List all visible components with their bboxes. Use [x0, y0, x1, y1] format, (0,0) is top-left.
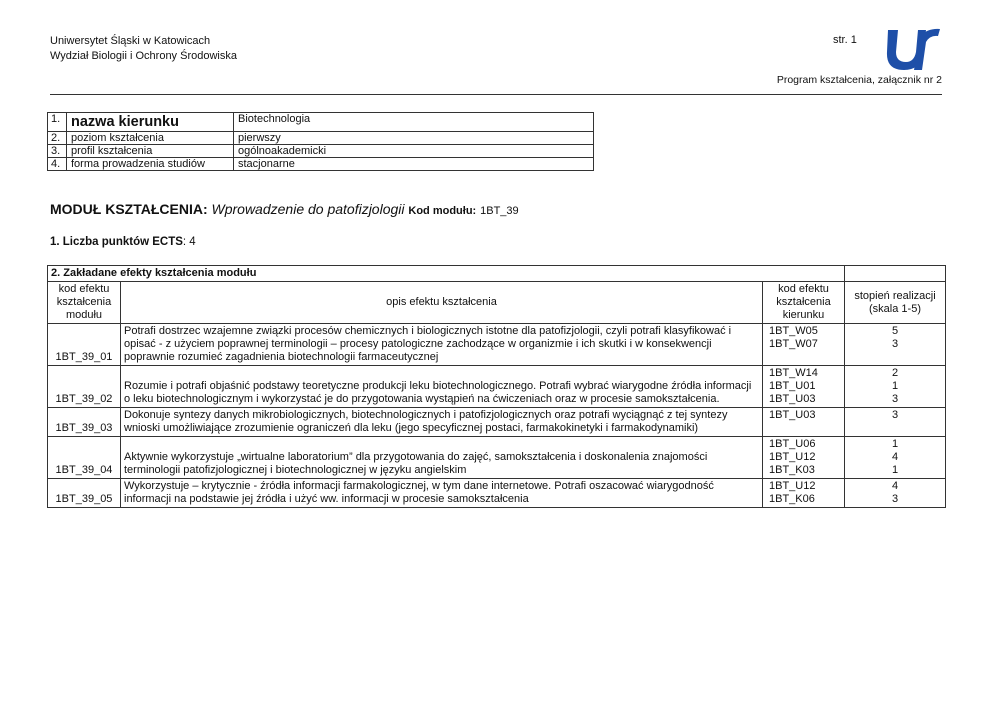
university-name: Uniwersytet Śląski w Katowicach — [50, 35, 211, 47]
table-row — [48, 437, 946, 479]
levels — [845, 366, 946, 408]
info-num: 3. — [48, 145, 67, 158]
field-code: 1BT_K06 — [769, 493, 815, 505]
info-label: forma prowadzenia studiów — [67, 158, 234, 171]
table-row — [48, 479, 946, 508]
program-annex: Program kształcenia, załącznik nr 2 — [776, 74, 942, 86]
effect-description: Rozumie i potrafi objaśnić podstawy teoretyczne produkcji leku biotechnologicznego. Potrafi wybrać wiarygodne źródła informacji o leku biotechnologicznym i wykorzystać je do przygotowania wystąpień na ćwiczeniach oraz w procesie samokształcenia. — [121, 366, 763, 408]
info-num: 1. — [48, 113, 67, 132]
document-header — [50, 34, 237, 64]
field-codes — [763, 479, 845, 508]
university-logo-icon — [884, 26, 942, 72]
field-codes — [763, 437, 845, 479]
program-info-table — [47, 112, 594, 171]
effect-description: Dokonuje syntezy danych mikrobiologicznych, biotechnologicznych i patofizjologicznych oraz potrafi wyciągnąć z tej syntezy wnioski umożliwiające zrozumienie ograniczeń dla leku (jego specyficznej postaci, farmakokinetyki i farmakodynamiki) — [121, 408, 763, 437]
field-code: 1BT_W07 — [769, 338, 818, 350]
module-title — [50, 201, 519, 217]
module-prefix: MODUŁ KSZTAŁCENIA: — [50, 201, 208, 217]
field-code: 1BT_U12 — [769, 480, 816, 492]
effect-description: Aktywnie wykorzystuje „wirtualne laboratorium” dla przygotowania do zajęć, samokształcenia i doskonalenia znajomości terminologii patofizjologicznej i biotechnologicznej w języku angielskim — [121, 437, 763, 479]
info-row — [48, 158, 594, 171]
faculty-name: Wydział Biologii i Ochrony Środowiska — [50, 50, 237, 62]
header-description: opis efektu kształcenia — [121, 282, 763, 324]
field-codes — [763, 366, 845, 408]
level-value: 3 — [891, 338, 899, 350]
field-code: 1BT_U03 — [769, 393, 816, 405]
table-row — [48, 366, 946, 408]
level-value: 3 — [891, 393, 899, 405]
info-row — [48, 113, 594, 132]
info-label: profil kształcenia — [67, 145, 234, 158]
info-value: stacjonarne — [234, 158, 594, 171]
level-value: 3 — [891, 409, 899, 421]
field-code: 1BT_U06 — [769, 438, 816, 450]
header-divider — [50, 94, 942, 95]
levels — [845, 479, 946, 508]
module-name: Wprowadzenie do patofizjologii — [211, 201, 405, 217]
field-code: 1BT_U01 — [769, 380, 816, 392]
field-code: 1BT_W05 — [769, 325, 818, 337]
info-num: 4. — [48, 158, 67, 171]
level-value: 4 — [891, 480, 899, 492]
effect-description: Potrafi dostrzec wzajemne związki procesów chemicznych i biologicznych istotne dla patofizjologii, czyli potrafi klasyfikować i opisać - z użyciem poprawnej terminologii – procesy patologiczne zachodzące w organizmie i ich skutki i w konsekwencji poprawnie rozumieć zagadnienia biotechnologii farmaceutycznej — [121, 324, 763, 366]
ects-value: : 4 — [182, 236, 196, 248]
ects-label: 1. Liczba punktów ECTS — [50, 236, 183, 248]
info-value: Biotechnologia — [234, 113, 594, 132]
field-code: 1BT_W14 — [769, 367, 818, 379]
learning-effects-table — [47, 265, 946, 508]
table-row — [48, 324, 946, 366]
section-empty-cell — [845, 266, 946, 282]
field-code: 1BT_U03 — [769, 409, 816, 421]
levels — [845, 324, 946, 366]
info-row — [48, 132, 594, 145]
level-value: 1 — [891, 380, 899, 392]
field-codes — [763, 324, 845, 366]
field-code: 1BT_K03 — [769, 464, 815, 476]
header-module-code: kod efektu kształcenia modułu — [48, 282, 121, 324]
info-value: ogólnoakademicki — [234, 145, 594, 158]
info-value: pierwszy — [234, 132, 594, 145]
level-value: 5 — [891, 325, 899, 337]
levels — [845, 408, 946, 437]
effect-code: 1BT_39_01 — [48, 324, 121, 366]
info-label: poziom kształcenia — [67, 132, 234, 145]
level-value: 4 — [891, 451, 899, 463]
module-code-label: Kod modułu: — [408, 205, 477, 217]
table-row — [48, 408, 946, 437]
header-field-code: kod efektu kształcenia kierunku — [763, 282, 845, 324]
info-row — [48, 145, 594, 158]
level-value: 1 — [891, 464, 899, 476]
ects-line — [50, 236, 196, 248]
info-label: nazwa kierunku — [67, 113, 234, 132]
header-level: stopień realizacji (skala 1-5) — [845, 282, 946, 324]
module-code: 1BT_39 — [480, 205, 519, 217]
effect-code: 1BT_39_02 — [48, 366, 121, 408]
level-value: 2 — [891, 367, 899, 379]
field-code: 1BT_U12 — [769, 451, 816, 463]
levels — [845, 437, 946, 479]
header-row — [48, 282, 946, 324]
page-number: str. 1 — [833, 34, 857, 46]
section-title: 2. Zakładane efekty kształcenia modułu — [48, 266, 845, 282]
level-value: 1 — [891, 438, 899, 450]
field-codes — [763, 408, 845, 437]
effect-code: 1BT_39_03 — [48, 408, 121, 437]
info-num: 2. — [48, 132, 67, 145]
effect-description: Wykorzystuje – krytycznie - źródła informacji farmakologicznej, w tym dane internetowe. Potrafi oszacować wiarygodność informacji na podstawie jej źródła i użyć ww. informacji w procesie samokształcenia — [121, 479, 763, 508]
effect-code: 1BT_39_05 — [48, 479, 121, 508]
level-value: 3 — [891, 493, 899, 505]
effect-code: 1BT_39_04 — [48, 437, 121, 479]
section-row — [48, 266, 946, 282]
